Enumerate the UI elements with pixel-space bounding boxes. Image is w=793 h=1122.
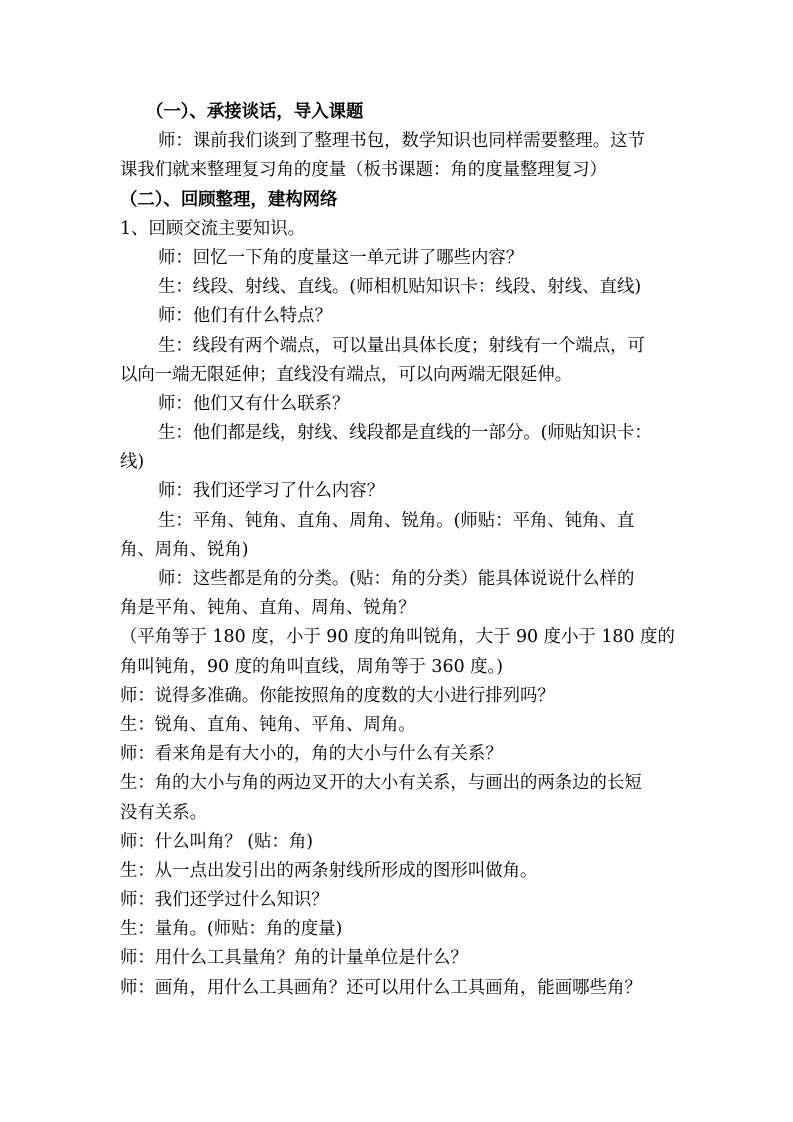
text-line: 师：看来角是有大小的，角的大小与什么有关系？ xyxy=(120,744,503,765)
text-line: 师：他们又有什么联系？ xyxy=(158,393,350,414)
text-line: 师：什么叫角？ (贴：角) xyxy=(120,831,314,852)
text-line: 师：这些都是角的分类。(贴：角的分类）能具体说说什么样的 xyxy=(158,569,635,589)
text-line: 师：说得多准确。你能按照角的度数的大小进行排列吗？ xyxy=(120,685,555,706)
text-line: 以向一端无限延伸；直线没有端点，可以向两端无限延伸。 xyxy=(120,364,573,385)
document-body xyxy=(120,98,680,1003)
section-heading: （二）、回顾整理，建构网络 xyxy=(120,189,338,210)
text-line: 师：画角，用什么工具画角？还可以用什么工具画角，能画哪些角？ xyxy=(120,977,642,998)
text-line: 生：线段、射线、直线。(师相机贴知识卡：线段、射线、直线) xyxy=(158,277,642,298)
section-heading: （一）、承接谈话，导入课题 xyxy=(146,102,364,122)
text-line: 生：从一点出发引出的两条射线所形成的图形叫做角。 xyxy=(120,860,538,881)
text-line: 师：我们还学过什么知识？ xyxy=(120,890,329,911)
text-line: （平角等于 180 度，小于 90 度的角叫锐角，大于 90 度小于 180 度的 xyxy=(120,627,675,648)
text-line: 生：锐角、直角、钝角、平角、周角。 xyxy=(120,714,416,735)
text-line: 没有关系。 xyxy=(120,802,207,823)
text-line: 师：我们还学习了什么内容？ xyxy=(158,481,385,502)
text-line: 师：他们有什么特点？ xyxy=(158,306,332,327)
text-line: 角叫钝角，90 度的角叫直线，周角等于 360 度。) xyxy=(120,656,504,677)
text-line: 生：他们都是线，射线、线段都是直线的一部分。(师贴知识卡： xyxy=(158,423,652,444)
text-line: 课我们就来整理复习角的度量（板书课题：角的度量整理复习） xyxy=(120,160,607,181)
text-line: 线) xyxy=(120,452,145,473)
text-line: 生：线段有两个端点，可以量出具体长度；射线有一个端点，可 xyxy=(158,335,645,356)
text-line: 师：课前我们谈到了整理书包，数学知识也同样需要整理。这节 xyxy=(158,131,645,152)
text-line: 1、回顾交流主要知识。 xyxy=(120,218,305,239)
text-line: 师：回忆一下角的度量这一单元讲了哪些内容？ xyxy=(158,247,524,268)
text-line: 角、周角、锐角) xyxy=(120,539,249,560)
text-line: 生：量角。(师贴：角的度量) xyxy=(120,919,343,940)
text-line: 生：平角、钝角、直角、周角、锐角。(师贴：平角、钝角、直 xyxy=(158,510,635,531)
text-line: 生：角的大小与角的两边叉开的大小有关系，与画出的两条边的长短 xyxy=(120,773,642,794)
text-line: 角是平角、钝角、直角、周角、锐角？ xyxy=(120,598,416,619)
text-line: 师：用什么工具量角？角的计量单位是什么？ xyxy=(120,948,468,969)
